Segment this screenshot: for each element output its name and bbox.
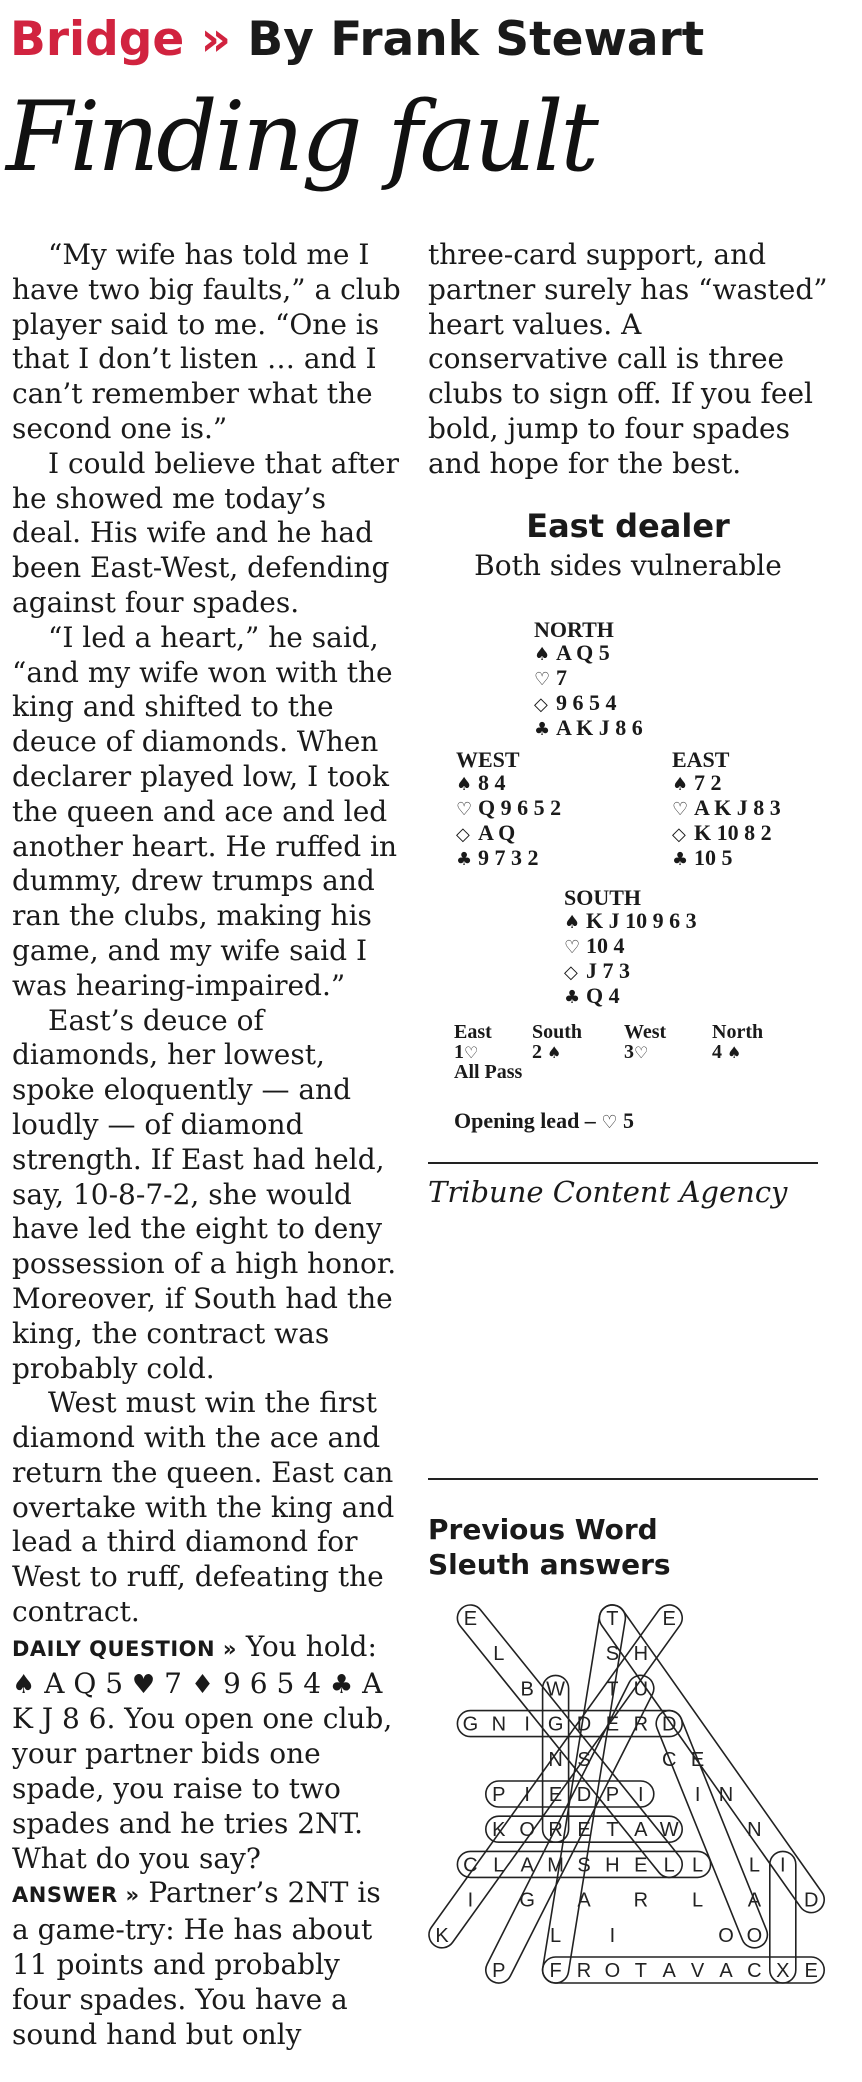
grid-letter: K: [435, 1924, 449, 1947]
bidding-header: South: [532, 1021, 583, 1043]
article-left-column: [12, 238, 402, 2052]
grid-letter: K: [492, 1819, 506, 1842]
club-icon: ♣: [672, 849, 689, 870]
club-icon: ♣: [456, 849, 473, 870]
bidding-row: [454, 1042, 814, 1062]
hand-north: [534, 618, 643, 741]
grid-letter: H: [605, 1854, 620, 1877]
section-kicker: Bridge »: [10, 12, 232, 67]
divider: [428, 1162, 818, 1164]
holding-diamonds: K 10 8 2: [694, 820, 772, 845]
grid-letter: T: [606, 1678, 619, 1701]
diamond-icon: ◇: [564, 962, 578, 983]
word-sleuth-title-line: Sleuth answers: [428, 1548, 671, 1581]
grid-letter: V: [690, 1960, 705, 1982]
bidding-table: [454, 1022, 814, 1082]
bid: [712, 1042, 741, 1063]
dq-text: A K J 8 6. You open one club, your partner bids one spade, you raise to two spades and he tries 2NT. What do you say?: [12, 1666, 393, 1875]
grid-letter: L: [493, 1854, 505, 1877]
paragraph: I could believe that after he showed me today’s deal. His wife and he had been East-West, defending against four spades.: [12, 446, 399, 619]
answer-outline: [452, 1602, 687, 1883]
grid-letter: F: [549, 1960, 562, 1982]
grid-letter: N: [491, 1713, 507, 1736]
grid-letter: T: [606, 1608, 619, 1630]
paragraph: West must win the first diamond with the ace and return the queen. East can overtake with the king and lead a third diamond for West to ruff, defeating the contract.: [12, 1386, 395, 1629]
bidding-header: West: [624, 1021, 667, 1043]
holding-spades: A Q 5: [556, 640, 610, 665]
spade-icon: ♠: [534, 644, 551, 665]
deal-vulnerability: Both sides vulnerable: [474, 549, 782, 582]
grid-letter: U: [633, 1678, 649, 1701]
grid-letter: I: [524, 1784, 530, 1806]
grid-letter: D: [661, 1713, 677, 1736]
hand-label: EAST: [672, 747, 730, 772]
grid-letter: I: [780, 1854, 786, 1877]
grid-letter: O: [604, 1960, 621, 1982]
grid-letter: D: [803, 1889, 819, 1912]
grid-letter: P: [492, 1784, 506, 1806]
heart-icon: ♡: [601, 1112, 618, 1133]
grid-letter: E: [463, 1608, 478, 1630]
grid-letter: E: [577, 1819, 591, 1842]
grid-letter: S: [605, 1643, 620, 1666]
grid-letter: G: [462, 1713, 479, 1736]
grid-letter: L: [692, 1889, 704, 1912]
heart-icon: ♡: [634, 1043, 649, 1062]
club-icon: ♣: [564, 987, 581, 1008]
grid-letter: E: [690, 1748, 705, 1771]
paragraph: East’s deuce of diamonds, her lowest, spoke eloquently — and loudly — of diamond strength. If East had held, say, 10-8-7-2, she would have led the eight to deny possession of a high honor. Moreover, if South had the king, the contract was probably cold.: [12, 1003, 397, 1385]
bid-level: 1: [454, 1041, 464, 1063]
grid-letter: E: [605, 1713, 620, 1736]
dq-text: You hold:: [236, 1629, 377, 1663]
hand-east: [672, 748, 781, 871]
grid-letter: H: [633, 1643, 649, 1666]
heart-icon: ♡: [456, 799, 473, 820]
holding-hearts: Q 9 6 5 2: [478, 795, 562, 820]
column-header: [10, 10, 852, 70]
heart-icon: ♡: [464, 1043, 479, 1062]
deal-title: East dealer: [526, 507, 730, 545]
holding-diamonds: J 7 3: [586, 958, 630, 983]
answer-text-start: Partner’s 2NT is a game-try: He has about 11 points and probably four spades. You have a sound hand but only: [12, 1876, 381, 2051]
article-right-column: [428, 238, 828, 482]
bid-level: 2: [532, 1041, 547, 1063]
heart-icon: ♥: [131, 1669, 156, 1700]
all-pass: All Pass: [454, 1061, 523, 1083]
diamond-icon: ♦: [190, 1669, 215, 1700]
grid-letter: A: [577, 1889, 591, 1912]
hand-label: NORTH: [534, 617, 614, 642]
credit-line: Tribune Content Agency: [428, 1175, 788, 1209]
grid-letter: N: [548, 1748, 563, 1771]
holding-hearts: 10 4: [586, 933, 625, 958]
spade-icon: ♠: [672, 774, 689, 795]
word-sleuth-title-line: Previous Word: [428, 1513, 658, 1546]
grid-letter: R: [633, 1713, 649, 1736]
daily-question-label: DAILY QUESTION »: [12, 1636, 237, 1661]
daily-question: [12, 1630, 402, 1877]
heart-icon: ♡: [534, 669, 551, 690]
grid-letter: S: [577, 1748, 591, 1771]
hand-south: [564, 886, 697, 1009]
opening-lead-card: 5: [617, 1108, 634, 1133]
divider: [428, 1478, 818, 1480]
heart-icon: ♡: [672, 799, 689, 820]
hand-label: WEST: [456, 747, 520, 772]
headline: Finding fault: [6, 81, 596, 193]
opening-lead: [454, 1108, 634, 1134]
spade-icon: ♠: [547, 1043, 562, 1062]
heart-icon: ♡: [564, 937, 581, 958]
grid-letter: E: [634, 1854, 648, 1877]
holding-hearts: A K J 8 3: [694, 795, 781, 820]
grid-letter: A: [747, 1889, 762, 1912]
grid-letter: L: [663, 1854, 675, 1877]
bid-level: 4: [712, 1041, 727, 1063]
answer-outline: [594, 1602, 828, 1918]
grid-letter: S: [577, 1854, 591, 1877]
dq-text: 9 6 5 4: [214, 1666, 330, 1700]
diamond-icon: ◇: [456, 824, 470, 845]
bidding-row: [454, 1062, 814, 1082]
byline: By Frank Stewart: [247, 12, 705, 67]
grid-letter: W: [546, 1678, 566, 1701]
grid-letter: E: [804, 1960, 818, 1982]
grid-letter: N: [718, 1784, 734, 1806]
club-icon: ♣: [329, 1669, 354, 1700]
hand-west: [456, 748, 561, 871]
spade-icon: ♠: [727, 1043, 742, 1062]
bid: [624, 1042, 648, 1063]
bridge-deal-diagram: [428, 500, 828, 1140]
grid-letter: I: [467, 1889, 474, 1912]
holding-hearts: 7: [556, 665, 567, 690]
dq-text: 7: [155, 1666, 191, 1700]
grid-letter: N: [747, 1819, 762, 1842]
grid-letter: W: [659, 1819, 679, 1842]
grid-letter: E: [548, 1784, 563, 1806]
grid-letter: C: [747, 1960, 762, 1982]
hand-label: SOUTH: [564, 885, 642, 910]
holding-diamonds: 9 6 5 4: [556, 690, 617, 715]
grid-letter: R: [576, 1960, 592, 1982]
holding-spades: 8 4: [478, 770, 506, 795]
bid: [454, 1042, 478, 1063]
word-sleuth-svg: [428, 1602, 828, 2072]
bidding-header: North: [712, 1021, 764, 1043]
bid-level: 3: [624, 1041, 634, 1063]
spade-icon: ♠: [456, 774, 473, 795]
grid-letter: B: [520, 1678, 534, 1701]
grid-letter: E: [662, 1608, 676, 1630]
holding-spades: 7 2: [694, 770, 722, 795]
bidding-header-row: [454, 1022, 814, 1042]
grid-letter: A: [520, 1854, 534, 1877]
paragraph: “My wife has told me I have two big faults,” a club player said to me. “One is that I don’t listen … and I can’t remember what the second one is.”: [12, 238, 401, 445]
grid-letter: I: [524, 1713, 530, 1736]
spade-icon: ♠: [12, 1669, 36, 1700]
holding-clubs: Q 4: [586, 983, 620, 1008]
opening-lead-label: Opening lead –: [454, 1108, 602, 1133]
diamond-icon: ◇: [534, 694, 548, 715]
spade-icon: ♠: [564, 912, 581, 933]
grid-letter: I: [694, 1784, 701, 1806]
diamond-icon: ◇: [672, 824, 686, 845]
grid-letter: T: [634, 1960, 647, 1982]
bidding-header: East: [454, 1021, 492, 1043]
grid-letter: I: [609, 1924, 616, 1947]
holding-clubs: 10 5: [694, 845, 733, 870]
grid-letter: O: [519, 1819, 535, 1842]
grid-letter: L: [748, 1854, 760, 1877]
grid-letter: C: [463, 1854, 478, 1877]
grid-letter: A: [662, 1960, 676, 1982]
holding-diamonds: A Q: [478, 820, 516, 845]
grid-letter: O: [718, 1924, 734, 1947]
answer-label: ANSWER »: [12, 1883, 140, 1908]
answer: [12, 1876, 402, 2052]
holding-clubs: 9 7 3 2: [478, 845, 539, 870]
grid-letter: A: [634, 1819, 648, 1842]
grid-letter: R: [633, 1889, 649, 1912]
paragraph: “I led a heart,” he said, “and my wife won with the king and shifted to the deuce of diamonds. When declarer played low, I took the queen and ace and led another heart. He ruffed in dummy, drew trumps and ran the clubs, making his game, and my wife said I was hearing-impaired.”: [12, 620, 398, 1002]
grid-letter: G: [519, 1889, 535, 1912]
grid-letter: X: [776, 1960, 790, 1982]
grid-letter: L: [550, 1924, 562, 1947]
bid: [532, 1042, 561, 1063]
grid-letter: D: [576, 1713, 592, 1736]
grid-letter: D: [576, 1784, 592, 1806]
grid-letter: L: [692, 1854, 704, 1877]
answer-outline: [481, 1671, 658, 1988]
grid-letter: T: [606, 1819, 619, 1842]
holding-spades: K J 10 9 6 3: [586, 908, 697, 933]
word-sleuth-title: [428, 1512, 828, 1582]
club-icon: ♣: [534, 719, 551, 740]
dq-text: A Q 5: [35, 1666, 132, 1700]
grid-letter: I: [638, 1784, 644, 1806]
word-sleuth-grid: [428, 1602, 828, 2072]
grid-letter: P: [492, 1960, 506, 1982]
grid-letter: C: [661, 1748, 677, 1771]
grid-letter: P: [605, 1784, 620, 1806]
grid-letter: G: [547, 1713, 564, 1736]
holding-clubs: A K J 8 6: [556, 715, 643, 740]
grid-letter: R: [548, 1819, 563, 1842]
grid-letter: A: [719, 1960, 733, 1982]
grid-letter: M: [547, 1854, 564, 1877]
grid-letter: O: [746, 1924, 763, 1947]
grid-letter: L: [493, 1643, 505, 1666]
answer-text-continued: three-card support, and partner surely has “wasted” heart values. A conservative call is three clubs to sign off. If you feel bold, jump to four spades and hope for the best.: [428, 238, 828, 480]
